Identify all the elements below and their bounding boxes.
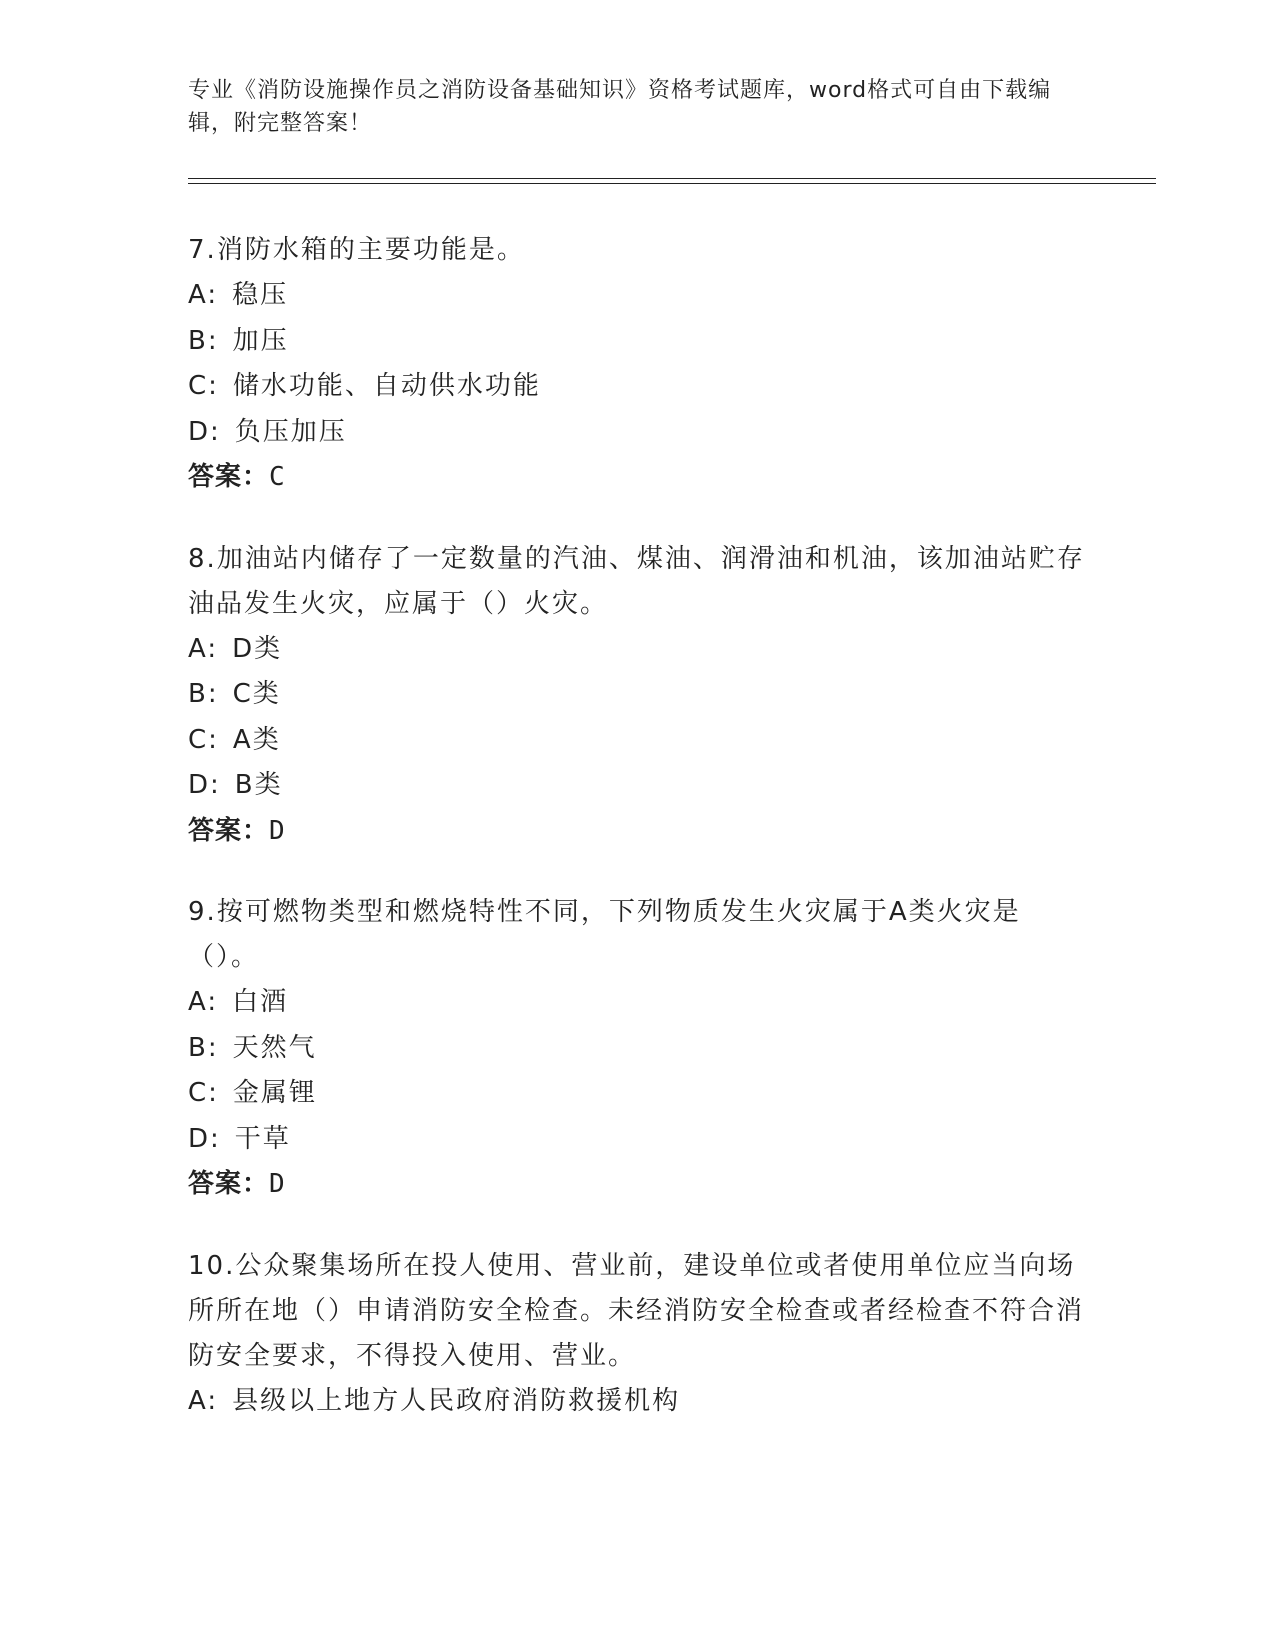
answer-value: D	[269, 1169, 286, 1199]
question-number: 8.	[188, 543, 217, 574]
option-letter: C:	[188, 1078, 219, 1108]
option-text: 负压加压	[234, 416, 347, 447]
answer-line	[188, 1162, 1088, 1208]
option-text: 天然气	[232, 1032, 317, 1063]
document-intro: 专业《消防设施操作员之消防设备基础知识》资格考试题库，word格式可自由下载编辑，附完整答案！	[188, 78, 1052, 136]
option-d	[188, 1117, 1088, 1163]
answer-label: 答案：	[188, 815, 270, 846]
option-c	[188, 364, 1088, 410]
option-a	[188, 273, 1088, 319]
question-number: 7.	[188, 235, 217, 265]
option-d	[188, 763, 1088, 809]
question-number: 10.	[188, 1250, 236, 1281]
option-text: A类	[232, 724, 281, 755]
answer-line	[188, 809, 1088, 855]
answer-line	[188, 455, 1088, 501]
option-text: 储水功能、自动供水功能	[232, 371, 541, 401]
question-list	[188, 228, 1088, 1460]
question-10	[188, 1244, 1088, 1425]
option-text: 加压	[232, 325, 289, 356]
option-letter: C:	[188, 724, 219, 755]
question-text	[188, 228, 1088, 273]
question-text	[188, 890, 1088, 980]
option-b	[188, 319, 1088, 365]
option-text: 县级以上地方人民政府消防救援机构	[232, 1385, 681, 1416]
option-text: 白酒	[232, 987, 289, 1017]
option-letter: D:	[188, 1123, 221, 1154]
option-c	[188, 718, 1088, 764]
question-body: 加油站内储存了一定数量的汽油、煤油、润滑油和机油，该加油站贮存油品发生火灾，应属于（）火灾。	[188, 543, 1085, 619]
question-text	[188, 537, 1088, 627]
option-a	[188, 627, 1088, 673]
answer-value: D	[269, 815, 286, 846]
question-body: 公众聚集场所在投人使用、营业前，建设单位或者使用单位应当向场所所在地（）申请消防安全检查。未经消防安全检查或者经检查不符合消防安全要求，不得投入使用、营业。	[188, 1250, 1085, 1371]
option-text: 金属锂	[232, 1078, 317, 1108]
option-letter: A:	[188, 1385, 219, 1416]
answer-label: 答案：	[188, 462, 270, 492]
option-a	[188, 980, 1088, 1026]
option-letter: A:	[188, 987, 219, 1017]
option-letter: B:	[188, 679, 219, 709]
option-b	[188, 672, 1088, 718]
question-body: 消防水箱的主要功能是。	[216, 235, 525, 265]
option-d	[188, 410, 1088, 456]
header-divider-bottom	[188, 183, 1156, 184]
option-letter: A:	[188, 633, 219, 664]
option-letter: B:	[188, 1032, 219, 1063]
option-letter: D:	[188, 416, 221, 447]
option-text: D类	[232, 633, 283, 664]
option-text: C类	[232, 679, 281, 709]
answer-label: 答案：	[188, 1169, 270, 1199]
option-text: B类	[234, 770, 283, 800]
option-letter: B:	[188, 325, 219, 356]
option-b	[188, 1026, 1088, 1072]
option-letter: A:	[188, 280, 219, 310]
option-text: 干草	[234, 1123, 291, 1154]
question-7	[188, 228, 1088, 501]
answer-value: C	[269, 462, 286, 492]
header-divider-top	[188, 178, 1156, 179]
question-number: 9.	[188, 897, 217, 927]
question-body: 按可燃物类型和燃烧特性不同，下列物质发生火灾属于A类火灾是（）。	[188, 897, 1021, 972]
option-letter: D:	[188, 770, 221, 800]
option-text: 稳压	[232, 280, 289, 310]
option-c	[188, 1071, 1088, 1117]
option-a	[188, 1379, 1088, 1425]
question-8	[188, 537, 1088, 855]
question-9	[188, 890, 1088, 1208]
option-letter: C:	[188, 371, 219, 401]
question-text	[188, 1244, 1088, 1379]
